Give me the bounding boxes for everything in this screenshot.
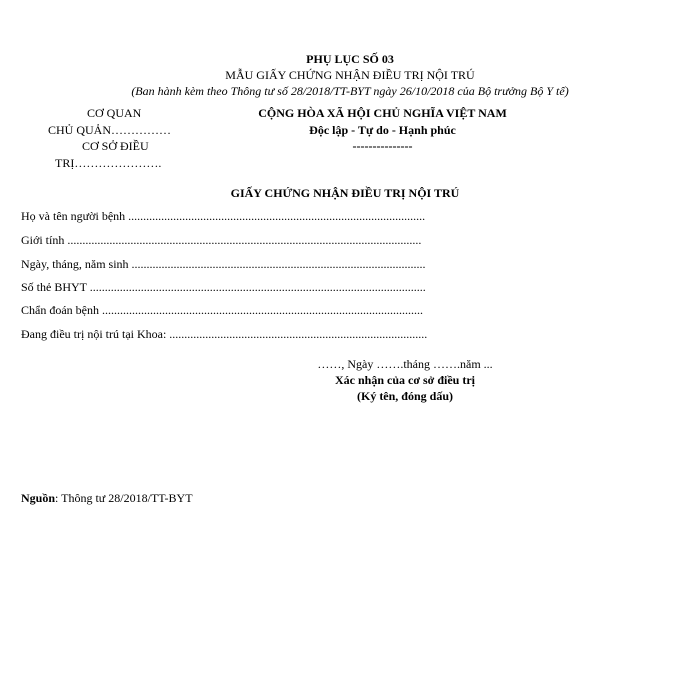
field-patient-name: Họ và tên người bệnh ................................................................................................... (21, 209, 426, 223)
field-insurance-card: Số thẻ BHYT ................................................................................................................ (21, 280, 426, 294)
document-title: GIẤY CHỨNG NHẬN ĐIỀU TRỊ NỘI TRÚ (230, 186, 460, 200)
facility-confirmation: Xác nhận của cơ sở điều trị (335, 373, 475, 387)
facility-label: CƠ SỞ ĐIỀU (82, 139, 149, 153)
nation-name: CỘNG HÒA XÃ HỘI CHỦ NGHĨA VIỆT NAM (258, 106, 507, 120)
form-title: MẪU GIẤY CHỨNG NHẬN ĐIỀU TRỊ NỘI TRÚ (225, 68, 475, 82)
date-line: ……, Ngày …….tháng …….năm ... (317, 357, 493, 371)
national-motto: Độc lập - Tự do - Hạnh phúc (309, 123, 456, 137)
governing-agency: CHỦ QUẢN…………… (48, 123, 171, 137)
sign-stamp-note: (Ký tên, đóng dấu) (356, 389, 454, 403)
treatment-facility: TRỊ…………………. (55, 156, 162, 170)
field-gender: Giới tính ...................................................................................................................... (21, 233, 422, 247)
source-line (21, 491, 193, 506)
source-text: : Thông tư 28/2018/TT-BYT (55, 491, 193, 505)
appendix-number: PHỤ LỤC SỐ 03 (306, 52, 394, 66)
field-department: Đang điều trị nội trú tại Khoa: ...................................................................................... (21, 327, 428, 341)
issued-note: (Ban hành kèm theo Thông tư số 28/2018/TT-BYT ngày 26/10/2018 của Bộ trưởng Bộ Y tế) (131, 84, 569, 98)
agency-label: CƠ QUAN (87, 106, 142, 120)
field-date-of-birth: Ngày, tháng, năm sinh .................................................................................................. (21, 257, 426, 271)
field-diagnosis: Chẩn đoán bệnh ........................................................................................................... (21, 303, 423, 317)
source-label: Nguồn (21, 491, 56, 505)
motto-underline: --------------- (352, 139, 413, 153)
